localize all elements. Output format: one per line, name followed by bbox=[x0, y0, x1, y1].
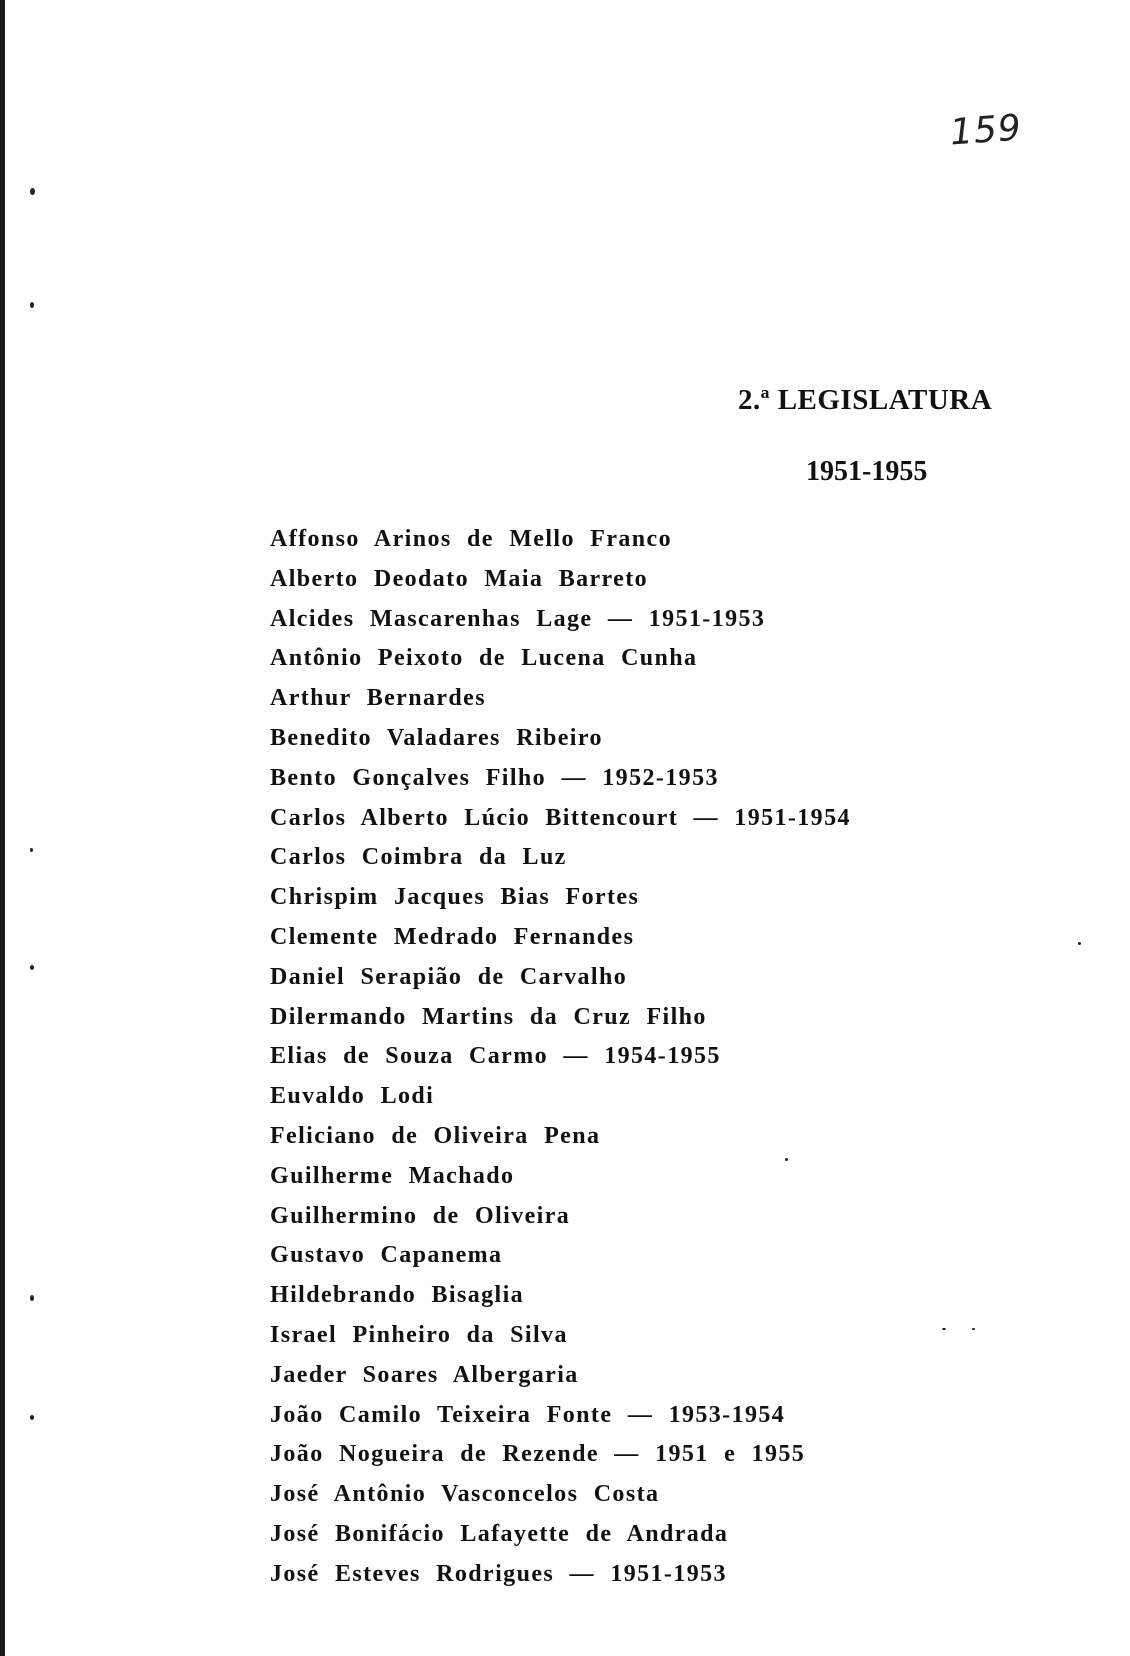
member-name: Dilermando Martins da Cruz Filho bbox=[270, 1003, 707, 1030]
legislature-period: 1951-1955 bbox=[806, 456, 928, 487]
member-name: Chrispim Jacques Bias Fortes bbox=[270, 884, 640, 911]
scan-speck bbox=[942, 1328, 946, 1330]
member-name: Feliciano de Oliveira Pena bbox=[270, 1122, 601, 1149]
handwritten-page-number: 159 bbox=[948, 107, 1024, 154]
member-name: Guilhermino de Oliveira bbox=[270, 1202, 571, 1229]
scan-speck bbox=[30, 1415, 34, 1420]
member-name: João Camilo Teixeira Fonte — 1953-1954 bbox=[270, 1401, 786, 1428]
member-name: Israel Pinheiro da Silva bbox=[270, 1321, 568, 1348]
scan-speck bbox=[972, 1328, 975, 1330]
member-name: Alberto Deodato Maia Barreto bbox=[270, 565, 649, 592]
member-name: Clemente Medrado Fernandes bbox=[270, 923, 635, 950]
members-list bbox=[270, 520, 851, 1595]
member-name: Arthur Bernardes bbox=[270, 685, 486, 712]
member-name: Benedito Valadares Ribeiro bbox=[270, 724, 603, 751]
member-name: Guilherme Machado bbox=[270, 1162, 515, 1189]
legislature-heading: 2.ª LEGISLATURA bbox=[738, 384, 993, 416]
page-left-edge bbox=[0, 0, 5, 1656]
member-name: Antônio Peixoto de Lucena Cunha bbox=[270, 645, 698, 672]
member-name: Carlos Coimbra da Luz bbox=[270, 844, 567, 871]
scan-speck bbox=[30, 1295, 34, 1301]
scan-speck bbox=[30, 188, 35, 195]
member-name: Elias de Souza Carmo — 1954-1955 bbox=[270, 1043, 721, 1070]
member-name: João Nogueira de Rezende — 1951 e 1955 bbox=[270, 1441, 806, 1468]
scan-speck bbox=[1078, 942, 1081, 945]
scan-speck bbox=[30, 848, 33, 852]
member-name: Hildebrando Bisaglia bbox=[270, 1282, 525, 1309]
member-name: Carlos Alberto Lúcio Bittencourt — 1951-1954 bbox=[270, 804, 851, 831]
scan-speck bbox=[30, 302, 34, 308]
member-name: José Antônio Vasconcelos Costa bbox=[270, 1481, 660, 1508]
member-name: José Bonifácio Lafayette de Andrada bbox=[270, 1520, 729, 1547]
member-name: Gustavo Capanema bbox=[270, 1242, 503, 1269]
member-name: Daniel Serapião de Carvalho bbox=[270, 963, 628, 990]
member-name: José Esteves Rodrigues — 1951-1953 bbox=[270, 1560, 727, 1587]
member-name: Euvaldo Lodi bbox=[270, 1083, 435, 1110]
scan-speck bbox=[30, 965, 34, 970]
member-name: Affonso Arinos de Mello Franco bbox=[270, 526, 672, 552]
member-name: Jaeder Soares Albergaria bbox=[270, 1361, 579, 1388]
member-name: Alcides Mascarenhas Lage — 1951-1953 bbox=[270, 605, 766, 632]
member-name: Bento Gonçalves Filho — 1952-1953 bbox=[270, 764, 719, 791]
